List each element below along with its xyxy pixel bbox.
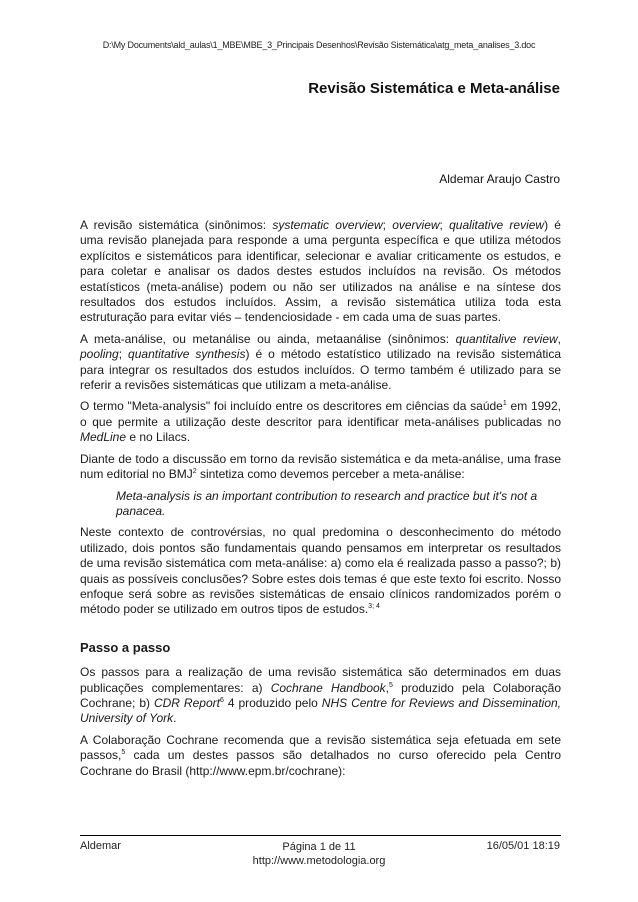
paragraph-bmj: Diante de todo a discussão em torno da revisão sistemática e da meta-análise, uma frase num editorial no BMJ$^2$ sintetiza como devemos perceber a meta-análise: [80,451,561,482]
footnote-ref: 6 [219,696,224,704]
footnote-ref: 5 [389,681,393,689]
paragraph-revisao-sistematica: A revisão sistemática (sinônimos: systematic overview; overview; qualitative review) é uma revisão planejada para responde a uma pergunta específica e que utiliza métodos explícitos e sistemáticos para identificar, selecionar e avaliar criticamente os estudos, e para coletar e analisar os dados destes estudos incluídos na revisão. Os métodos estatísticos (meta-análise) podem ou não ser utilizados na análise e na síntese dos resultados dos estudos incluídos. Assim, a revisão sistemática utiliza toda esta estruturação para evitar viés – tendenciosidade - em cada uma de suas partes. [80,218,561,325]
footer-divider [80,835,561,836]
document-file-path: D:\My Documents\ald_aulas\1_MBE\MBE_3_Principais Desenhos\Revisão Sistemática\atg_meta_analises_3.doc [102,40,536,50]
page-number: Página 1 de 11 [282,841,356,853]
paragraph-cochrane: A Colaboração Cochrane recomenda que a revisão sistemática seja efetuada em sete passos,$^5$ cada um destes passos são detalhados no curso oferecido pela Centro Cochrane do Brasil (http://www.epm.br/cochrane): [80,732,561,778]
paragraph-descritor: O termo "Meta-analysis" foi incluído entre os descritores em ciências da saúde$^1$ em 1992, o que permite a utilização deste descritor para identificar meta-análises publicadas no MedLine e no Lilacs. [80,399,561,445]
footer-date: 16/05/01 18:19 [486,840,560,852]
document-body [80,218,561,785]
document-author: Aldemar Araujo Castro [439,172,560,186]
document-title: Revisão Sistemática e Meta-análise [308,80,560,97]
footnote-ref: 1 [502,400,507,408]
paragraph-controversias: Neste contexto de controvérsias, no qual predomina o desconhecimento do método utilizado, dois pontos são fundamentais quando pensamos em interpretar os resultados de uma revisão sistemática com meta-análise: a) como ela é realizada passo a passo?; b) quais as possíveis conclusões? Sobre estes dois temas é que este texto foi escrito. Nosso enfoque será sobre as revisões sistemáticas de ensaio clínicos randomizados porém o método poder se utilizado em outros tipos de estudos.$^{3; 4}$ [80,525,561,617]
section-heading: Passo a passo [80,639,171,655]
footnote-ref: 5 [121,749,126,757]
paragraph-passos: Os passos para a realização de uma revisão sistemática são determinados em duas publicações complementares: a) Cochrane Handbook,$^5$ produzido pela Colaboração Cochrane; b) CDR Report$^6$ 4 produzido pelo NHS Centre for Reviews and Dissemination, University of York. [80,665,562,726]
footer-url: http://www.metodologia.org [252,855,386,867]
paragraph-meta-analise: A meta-análise, ou metanálise ou ainda, metaanálise (sinônimos: quantitalive review, pooling; quantitative synthesis) é o método estatístico utilizado na revisão sistemática para integrar os resultados dos estudos incluídos. O termo também é utilizado para se referir a revisões sistemáticas que utilizam a meta-análise. [80,331,562,393]
footnote-ref: 2 [192,468,197,476]
footer-author: Aldemar [80,840,121,852]
footnote-ref: 3; 4 [368,603,380,611]
block-quote: Meta-analysis is an important contribution to research and practice but it's not a panacea. [116,488,538,518]
